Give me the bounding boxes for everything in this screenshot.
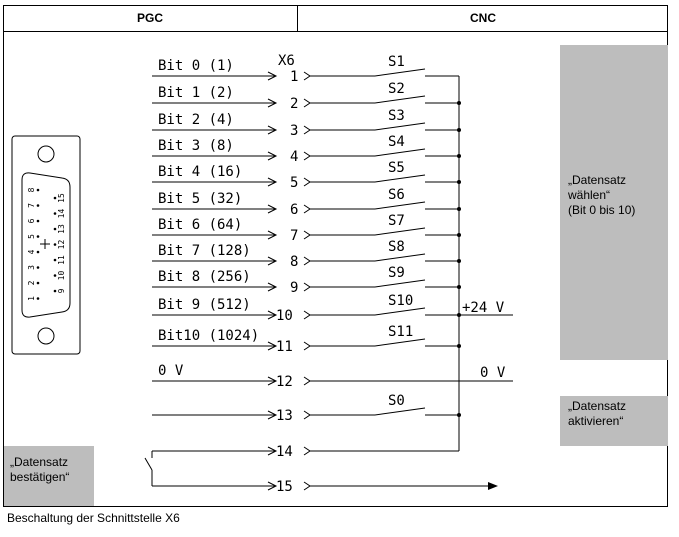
sub-d-pin: [54, 197, 57, 200]
sub-d-pin-label: 2: [27, 280, 36, 286]
switch-blade: [375, 96, 425, 103]
note-confirm-line-2: bestätigen“: [10, 470, 70, 484]
pin-chevron: [304, 72, 310, 80]
signal-label: Bit 0 (1): [158, 58, 234, 74]
mounting-hole-bottom: [38, 328, 54, 344]
sub-d-pin-label: 10: [57, 270, 66, 281]
sub-d-pin: [54, 212, 57, 215]
pin-chevron: [304, 257, 310, 265]
pin-number: 14: [276, 444, 293, 460]
signal-label: Bit 4 (16): [158, 164, 243, 180]
signal-label: Bit 2 (4): [158, 112, 234, 128]
signal-label: Bit 8 (256): [158, 269, 251, 285]
sub-d-pin-label: 3: [27, 265, 36, 270]
sub-d-pin: [54, 259, 57, 262]
sub-d-pin: [37, 235, 40, 238]
sub-d-pin: [37, 251, 40, 254]
sub-d-pin: [54, 274, 57, 277]
figure-caption: Beschaltung der Schnittstelle X6: [7, 511, 180, 525]
switch-blade: [375, 123, 425, 130]
signal-label: Bit 7 (128): [158, 243, 251, 259]
supply-junction: [457, 313, 461, 317]
switch-label: S7: [388, 213, 405, 229]
note-select-line-3: (Bit 0 bis 10): [568, 203, 636, 217]
switch-blade: [375, 308, 425, 315]
note-activate-line-1: „Datensatz: [568, 399, 627, 413]
note-select-line-1: „Datensatz: [568, 173, 627, 187]
pin-number: 8: [290, 254, 299, 270]
signal-row-11: [152, 324, 461, 355]
signal-row-8: [152, 239, 461, 270]
pin-number: 15: [276, 479, 293, 495]
sub-d-pin-label: 13: [57, 224, 66, 234]
signal-row-2: [152, 81, 461, 112]
switch-label: S9: [388, 265, 405, 281]
signal-row-14: [268, 444, 310, 460]
confirm-switch: [145, 451, 488, 486]
pin-number: 5: [290, 175, 299, 191]
ground-label: 0 V: [480, 365, 506, 381]
pin-number: 1: [290, 69, 299, 85]
switch-blade: [375, 408, 425, 415]
pin-number: 2: [290, 96, 299, 112]
signal-label: Bit 1 (2): [158, 85, 234, 101]
switch-blade: [375, 254, 425, 261]
switch-label: S6: [388, 187, 405, 203]
switch-label: S8: [388, 239, 405, 255]
sub-d-pin: [37, 266, 40, 269]
sub-d-pin-label: 7: [27, 203, 36, 208]
sub-d-connector: [12, 136, 80, 354]
switch-blade: [375, 175, 425, 182]
pin-number: 4: [290, 149, 299, 165]
pin-chevron: [304, 482, 310, 490]
signal-row-9: [152, 265, 461, 296]
sub-d-pin-label: 6: [27, 218, 36, 224]
sub-d-pin: [54, 228, 57, 231]
signal-row-10: [152, 293, 459, 324]
signal-row-6: [152, 187, 461, 218]
pin-number: 6: [290, 202, 299, 218]
switch-label: S1: [388, 54, 405, 70]
pin-chevron: [304, 205, 310, 213]
signal-row-7: [152, 213, 461, 244]
switch-blade: [375, 149, 425, 156]
sub-d-pin: [37, 189, 40, 192]
sub-d-pin-label: 9: [57, 288, 66, 294]
header-pgc: PGC: [136, 11, 163, 25]
switch-blade: [375, 69, 425, 76]
pin-chevron: [304, 126, 310, 134]
pin-chevron: [304, 311, 310, 319]
switch-label: S10: [388, 293, 414, 309]
sub-d-pin: [54, 290, 57, 293]
pin-number: 9: [290, 280, 299, 296]
mounting-hole-top: [38, 146, 54, 162]
signal-row-15: [268, 479, 310, 495]
sub-d-pin: [54, 243, 57, 246]
signal-row-3: [152, 108, 461, 139]
signal-label: Bit 5 (32): [158, 191, 243, 207]
switch-blade: [375, 339, 425, 346]
sub-d-pin: [37, 297, 40, 300]
pin-number: 7: [290, 228, 299, 244]
pin-chevron: [304, 377, 310, 385]
switch-label: S11: [388, 324, 414, 340]
switch-label: S4: [388, 134, 405, 150]
sub-d-pin-label: 4: [27, 249, 36, 255]
pin-chevron: [304, 152, 310, 160]
sub-d-pin-label: 8: [27, 187, 36, 193]
pin-chevron: [304, 283, 310, 291]
switch-label: S0: [388, 393, 405, 409]
pin15-arrow: [488, 482, 498, 490]
pin-chevron: [304, 447, 310, 455]
signal-label: Bit10 (1024): [158, 328, 260, 344]
signal-label: Bit 6 (64): [158, 217, 243, 233]
pin-number: 13: [276, 408, 293, 424]
sub-d-pin-label: 11: [57, 255, 66, 265]
confirm-switch-blade: [145, 458, 152, 470]
note-activate-line-2: aktivieren“: [568, 414, 624, 428]
signal-label: Bit 9 (512): [158, 297, 251, 313]
note-confirm-line-1: „Datensatz: [10, 455, 69, 469]
signal-row-5: [152, 160, 461, 191]
supply-label: +24 V: [462, 300, 505, 316]
sub-d-pin-label: 1: [27, 296, 36, 301]
pin-chevron: [304, 99, 310, 107]
sub-d-pin-label: 14: [57, 208, 66, 219]
signal-row-13: [152, 393, 461, 424]
sub-d-pin: [37, 204, 40, 207]
header-cnc: CNC: [470, 11, 496, 25]
signal-label: 0 V: [158, 363, 184, 379]
sub-d-pin: [37, 220, 40, 223]
pin-chevron: [304, 178, 310, 186]
sub-d-pin-label: 15: [57, 193, 66, 203]
pin-chevron: [304, 411, 310, 419]
switch-blade: [375, 280, 425, 287]
pin-number: 3: [290, 123, 299, 139]
signal-row-4: [152, 134, 461, 165]
connector-label-x6: X6: [278, 53, 295, 69]
pin-chevron: [304, 231, 310, 239]
signal-label: Bit 3 (8): [158, 138, 234, 154]
switch-blade: [375, 228, 425, 235]
pin-number: 12: [276, 374, 293, 390]
pin-number: 10: [276, 308, 293, 324]
sub-d-pin-label: 12: [57, 239, 66, 250]
pin-number: 11: [276, 339, 293, 355]
switch-label: S2: [388, 81, 405, 97]
switch-label: S3: [388, 108, 405, 124]
note-select-line-2: wählen“: [568, 188, 611, 202]
switch-blade: [375, 202, 425, 209]
signal-row-1: [152, 54, 459, 85]
sub-d-pin-label: 5: [27, 234, 36, 239]
pin-chevron: [304, 342, 310, 350]
switch-label: S5: [388, 160, 405, 176]
sub-d-pin: [37, 282, 40, 285]
